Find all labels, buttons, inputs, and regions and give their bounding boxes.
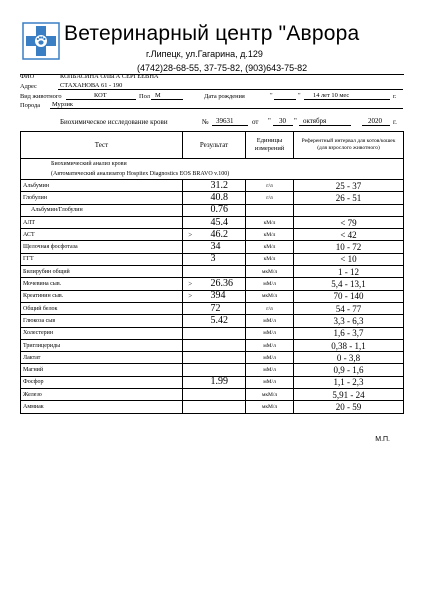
ref-cell: 0 - 3,8 xyxy=(294,352,404,364)
unit-cell: мМ/л xyxy=(246,315,294,327)
test-name-cell: Аммиак xyxy=(21,401,183,413)
table-row xyxy=(21,204,404,216)
flag-cell xyxy=(183,389,198,401)
table-row xyxy=(21,389,404,401)
ref-cell: 5,4 - 13,1 xyxy=(294,278,404,290)
ref-cell: 5,91 - 24 xyxy=(294,389,404,401)
result-cell: 1.99 xyxy=(198,376,246,388)
unit-cell: мМ/л xyxy=(246,327,294,339)
test-name-cell: Альбумин xyxy=(21,180,183,192)
col-result-header: Результат xyxy=(183,132,246,159)
table-row xyxy=(21,376,404,388)
result-cell xyxy=(198,401,246,413)
table-row xyxy=(21,216,404,228)
study-year-underline xyxy=(362,125,390,126)
result-cell: 394 xyxy=(198,290,246,302)
unit-cell xyxy=(246,204,294,216)
unit-cell: мМ/л xyxy=(246,376,294,388)
dob-day-underline xyxy=(274,99,296,100)
species-value: КОТ xyxy=(94,92,107,99)
result-cell xyxy=(198,389,246,401)
clinic-name: Ветеринарный центр "Аврора xyxy=(64,22,360,45)
result-cell: 31.2 xyxy=(198,180,246,192)
test-name-cell: Холестерин xyxy=(21,327,183,339)
test-name-cell: Щелочная фосфотаза xyxy=(21,241,183,253)
test-name-cell: АСТ xyxy=(21,229,183,241)
unit-cell: кМ/л xyxy=(246,216,294,228)
table-row xyxy=(21,315,404,327)
test-name-cell: АЛТ xyxy=(21,216,183,228)
col-test-header: Тест xyxy=(21,132,183,159)
study-number-sign: № xyxy=(202,118,209,126)
flag-cell xyxy=(183,266,198,278)
table-row xyxy=(21,180,404,192)
study-month-underline xyxy=(299,125,351,126)
flag-cell xyxy=(183,352,198,364)
study-month: октября xyxy=(303,117,327,125)
test-name-cell: Глобулин xyxy=(21,192,183,204)
table-row xyxy=(21,229,404,241)
unit-cell: мМ/л xyxy=(246,339,294,351)
study-label: Биохимическое исследование крови xyxy=(60,118,168,126)
study-number-underline xyxy=(212,125,248,126)
breed-label: Порода xyxy=(20,102,41,109)
ref-cell: < 10 xyxy=(294,253,404,265)
result-cell xyxy=(198,327,246,339)
species-underline xyxy=(66,99,136,100)
flag-cell xyxy=(183,401,198,413)
ref-cell: < 42 xyxy=(294,229,404,241)
ref-cell: < 79 xyxy=(294,216,404,228)
flag-cell xyxy=(183,216,198,228)
flag-cell xyxy=(183,364,198,376)
flag-cell: > xyxy=(183,278,198,290)
result-cell: 46.2 xyxy=(198,229,246,241)
section-subtitle: (Автоматический анализатор Hospitex Diagnostics EOS BRAVO v.100) xyxy=(51,171,230,177)
section-title-cell xyxy=(21,159,404,180)
dob-year-suffix: г. xyxy=(393,93,397,100)
flag-cell xyxy=(183,180,198,192)
study-from: от xyxy=(252,118,259,126)
table-row xyxy=(21,278,404,290)
flag-cell xyxy=(183,241,198,253)
address-value: СТАХАНОВА 61 - 190 xyxy=(60,82,123,89)
flag-cell: > xyxy=(183,290,198,302)
ref-cell xyxy=(294,204,404,216)
result-cell xyxy=(198,266,246,278)
results-table xyxy=(20,131,404,414)
unit-cell: мкМ/л xyxy=(246,389,294,401)
unit-cell: г/л xyxy=(246,192,294,204)
table-row xyxy=(21,253,404,265)
unit-cell: г/л xyxy=(246,180,294,192)
test-name-cell: Глюкоза сыв xyxy=(21,315,183,327)
ref-cell: 1 - 12 xyxy=(294,266,404,278)
flag-cell xyxy=(183,192,198,204)
study-number: 39631 xyxy=(216,117,234,125)
unit-cell: мкМ/л xyxy=(246,266,294,278)
study-year: 2020 xyxy=(368,117,382,125)
study-day-underline xyxy=(273,125,293,126)
test-name-cell: Фосфор xyxy=(21,376,183,388)
test-name-cell: Лактат xyxy=(21,352,183,364)
sex-underline xyxy=(151,99,183,100)
test-name-cell: Железо xyxy=(21,389,183,401)
unit-cell: мМ/л xyxy=(246,352,294,364)
study-day: 30 xyxy=(279,117,286,125)
test-name-cell: Креатинин сыв. xyxy=(21,290,183,302)
test-name-cell: Мочевина сыв. xyxy=(21,278,183,290)
table-row xyxy=(21,192,404,204)
flag-cell xyxy=(183,315,198,327)
section-title: Биохимический анализ крови xyxy=(51,161,127,167)
test-name-cell: Общий белок xyxy=(21,302,183,314)
flag-cell xyxy=(183,253,198,265)
ref-cell: 0,9 - 1,6 xyxy=(294,364,404,376)
ref-cell: 1,1 - 2,3 xyxy=(294,376,404,388)
table-row xyxy=(21,241,404,253)
result-cell: 45.4 xyxy=(198,216,246,228)
unit-cell: кМ/л xyxy=(246,241,294,253)
breed-underline xyxy=(50,108,403,109)
ref-cell: 54 - 77 xyxy=(294,302,404,314)
age-value: 14 лет 10 мес xyxy=(313,92,350,99)
section-title-row xyxy=(21,159,404,180)
flag-cell xyxy=(183,376,198,388)
ref-cell: 20 - 59 xyxy=(294,401,404,413)
ref-cell: 3,3 - 6,3 xyxy=(294,315,404,327)
ref-cell: 10 - 72 xyxy=(294,241,404,253)
result-cell: 0.76 xyxy=(198,204,246,216)
unit-cell: мкМ/л xyxy=(246,290,294,302)
result-cell: 72 xyxy=(198,302,246,314)
unit-cell: г/л xyxy=(246,302,294,314)
ref-cell: 1,6 - 3,7 xyxy=(294,327,404,339)
dob-month-underline xyxy=(304,99,390,100)
clinic-address: г.Липецк, ул.Гагарина, д.129 xyxy=(146,49,263,59)
table-header-row xyxy=(21,132,404,159)
breed-value: Мурзик xyxy=(52,101,74,108)
study-year-suffix: г. xyxy=(393,118,397,126)
dob-close-quote: " xyxy=(298,92,301,99)
ref-cell: 0,38 - 1,1 xyxy=(294,339,404,351)
test-name-cell: Билирубин общий xyxy=(21,266,183,278)
test-name-cell: Триглицериды xyxy=(21,339,183,351)
test-name-cell: Магний xyxy=(21,364,183,376)
study-quote-close: " xyxy=(294,117,297,125)
table-row xyxy=(21,266,404,278)
result-cell xyxy=(198,339,246,351)
result-cell: 40.8 xyxy=(198,192,246,204)
test-name-cell: ГГТ xyxy=(21,253,183,265)
stamp-placeholder: М.П. xyxy=(375,436,390,443)
table-row xyxy=(21,339,404,351)
study-quote-open: " xyxy=(268,117,271,125)
unit-cell: кМ/л xyxy=(246,229,294,241)
flag-cell: > xyxy=(183,229,198,241)
sex-value: М xyxy=(155,92,161,99)
unit-cell: мМ/л xyxy=(246,278,294,290)
clinic-phones: (4742)28-68-55, 37-75-82, (903)643-75-82 xyxy=(137,63,308,73)
table-row xyxy=(21,290,404,302)
table-row xyxy=(21,302,404,314)
test-name-cell: Альбумин/Глобулин xyxy=(21,204,183,216)
clinic-logo xyxy=(22,22,60,60)
flag-cell xyxy=(183,327,198,339)
ref-cell: 26 - 51 xyxy=(294,192,404,204)
unit-cell: кМ/л xyxy=(246,253,294,265)
address-underline xyxy=(58,89,403,90)
flag-cell xyxy=(183,302,198,314)
result-cell xyxy=(198,352,246,364)
table-row xyxy=(21,327,404,339)
table-row xyxy=(21,352,404,364)
col-units-header: Единицы измерений xyxy=(246,132,294,159)
ref-cell: 70 - 140 xyxy=(294,290,404,302)
dob-open-quote: " xyxy=(270,92,273,99)
table-row xyxy=(21,401,404,413)
result-cell xyxy=(198,364,246,376)
result-cell: 3 xyxy=(198,253,246,265)
result-cell: 26.36 xyxy=(198,278,246,290)
result-cell: 34 xyxy=(198,241,246,253)
unit-cell: мМ/л xyxy=(246,364,294,376)
sex-label: Пол xyxy=(139,93,150,100)
species-label: Вид животного xyxy=(20,93,62,100)
address-label: Адрес xyxy=(20,83,37,90)
dob-label: Дата рождения xyxy=(204,93,245,100)
col-ref-header: Референтный интервал для котов/кошек (для взрослого животного) xyxy=(294,132,404,159)
fio-label: ФИО xyxy=(20,73,35,80)
flag-cell xyxy=(183,339,198,351)
table-row xyxy=(21,364,404,376)
flag-cell xyxy=(183,204,198,216)
result-cell: 5.42 xyxy=(198,315,246,327)
ref-cell: 25 - 37 xyxy=(294,180,404,192)
unit-cell: мкМ/л xyxy=(246,401,294,413)
fio-value: КОЛБАСИНА ОЛЬГА СЕРГЕЕВНА xyxy=(60,73,159,80)
